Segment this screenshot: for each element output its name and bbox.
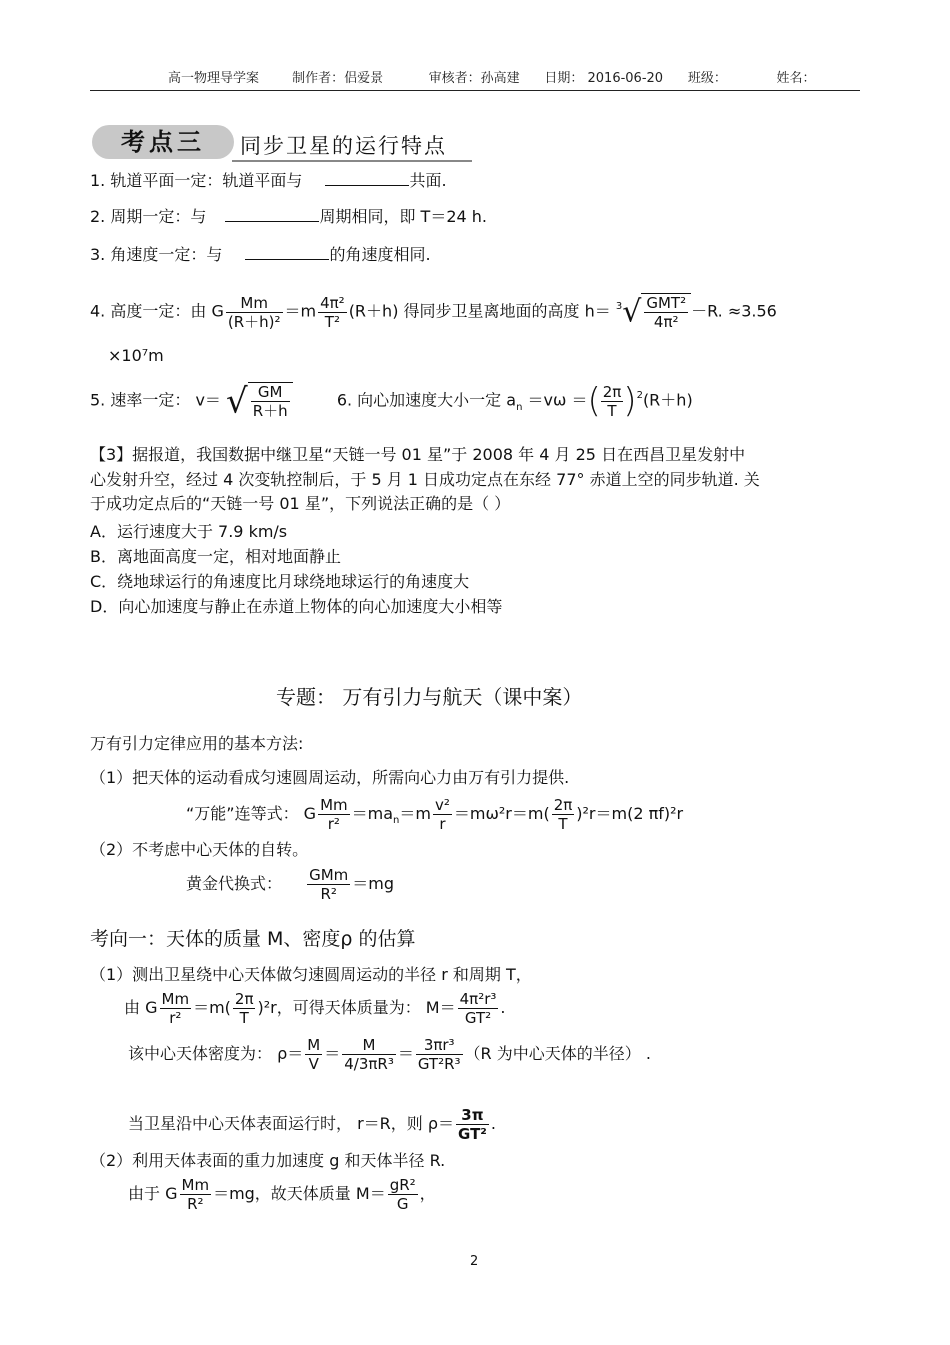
square-root [226,382,293,420]
item-6-text: 6. 向心加速度大小一定 a [336,390,517,410]
formula-mass: $\frac{\text{4π²r³}}{\text{GT²}}$ [459,990,497,1027]
universal-label: “万能”连等式： G [186,804,317,823]
option-b: B．离地面高度一定，相对地面静止 [90,547,341,566]
paren-left-icon: ( [587,381,601,421]
option-a: A．运行速度大于 7.9 km/s [90,522,288,541]
formula-gm-over-rh: $\frac{GM}{R+h}$ [252,383,288,420]
direction-1-step-2: （2）利用天体表面的重力加速度 g 和天体半径 R. [90,1151,446,1170]
formula-part: )²r＝m(2 πf)²r [576,804,684,823]
formula-sub: n [393,815,400,826]
formula-4pi2-over-t2: $\frac{\text{4π²}}{\text{T²}}$ [320,293,345,331]
formula-part: . [490,1114,496,1133]
header-subject: 高一物理导学案 [168,71,260,86]
item-1 [90,169,447,192]
item-2-end: 周期相同，即 T＝24 h. [319,207,487,226]
blank-3 [245,243,329,260]
option-d: D．向心加速度与静止在赤道上物体的向心加速度大小相等 [90,597,503,616]
formula-part: （R 为中心天体的半径） . [464,1044,651,1063]
formula-part: )²r，可得天体质量为： M＝ [257,998,456,1017]
page-header [168,67,815,86]
golden-formula [186,866,394,903]
item-1-end: 共面. [409,171,447,190]
formula-v2-over-r: $\frac{\text{v²}}{r}$ [434,796,450,833]
question-line-2: 心发射升空，经过 4 次变轨控制后，于 5 月 1 日成功定点在东经 77° 赤道上空的同步轨道. 关 [90,470,760,489]
formula-gr2-over-g: $\frac{\text{gR²}}{G}$ [389,1176,416,1213]
blank-2 [225,205,319,222]
density-formula [128,1036,651,1073]
formula-part: ＝m [399,804,431,823]
item-3-text: 3. 角速度一定：与 [90,245,223,264]
paren-right-icon: ) [623,381,637,421]
formula-gmm-over-r2: $\frac{\text{GMm}}{\text{R²}}$ [309,866,349,903]
direction-1-step-1: （1）测出卫星绕中心天体做匀速圆周运动的半径 r 和周期 T， [90,965,532,984]
formula-part: ＝ [324,1044,341,1063]
formula-part: ＝ [397,1044,414,1063]
item-2-text: 2. 周期一定：与 [90,207,207,226]
method-step-1: （1）把天体的运动看成匀速圆周运动，所需向心力由万有引力提供. [90,768,570,787]
item-3 [90,243,431,266]
item-4 [90,293,777,331]
golden-label: 黄金代换式： [186,874,283,893]
formula-density: $\frac{\text{3πr³}}{\text{GT²R³}}$ [417,1036,461,1073]
formula-mm-over-r2: $\frac{Mm}{\text{r²}}$ [320,796,348,833]
surface-density-formula [128,1106,496,1143]
section-title: 同步卫星的运行特点 [240,134,447,158]
item-5: 5. 速率一定： v＝ √ $\frac{GM}{R+h}$ 6. 向心加速度大小一定 $a_n =v\omega$ ＝( $\frac{2\pi}{T}$ )$^2$(R＋h) [90,381,693,422]
formula-part: ＝mω²r＝m( [453,804,550,823]
header-class: 班级： [687,71,727,86]
section-badge: 考点三 [92,125,234,159]
formula-part: 由 G [124,998,158,1017]
formula-part: 由于 G [128,1184,178,1203]
formula-part: 该中心天体密度为： ρ＝ [128,1044,304,1063]
blank-1 [325,169,409,186]
method-heading: 万有引力定律应用的基本方法: [90,734,304,753]
item-6-mid: ＝vω ＝ [522,390,588,410]
formula-2pi-over-t: $\frac{2\pi}{T}$ [602,382,622,420]
formula-part: ＝mg，故天体质量 M＝ [213,1184,386,1203]
item-2 [90,205,487,228]
option-c: C．绕地球运行的角速度比月球绕地球运行的角速度大 [90,572,470,591]
question-line-1: 【3】据报道，我国数据中继卫星“天链一号 01 星”于 2008 年 4 月 25 日在西昌卫星发射中 [90,445,746,464]
equals: ＝m [284,301,317,321]
item-6-end: (R＋h) [642,390,693,410]
formula-mm-over-r2: $\frac{Mm}{\text{R²}}$ [181,1176,210,1213]
formula-part: ＝ma [351,804,394,823]
formula-m-over-v: $\frac{M}{V}$ [307,1036,321,1073]
formula-part: . [500,998,506,1017]
formula-m-over-volume: $\frac{M}{\text{4/3πR³}}$ [344,1036,394,1073]
item-4-end: －R. ≈3.56 [691,301,777,321]
root-index: 3 [615,301,623,312]
formula-3pi-over-gt2: $\frac{3\pi}{\text{GT²}}$ [458,1106,487,1143]
item-3-end: 的角速度相同. [329,245,431,264]
formula-gmt2-over-4pi2: $\frac{\text{GMT²}}{\text{4π²}}$ [646,294,687,331]
formula-2pi-over-t: $\frac{2\pi}{T}$ [234,990,254,1027]
header-date: 日期： 2016-06-20 [544,71,664,86]
header-author: 制作者：侣爱景 [292,71,384,86]
item-1-text: 1. 轨道平面一定：轨道平面与 [90,171,303,190]
header-name: 姓名： [776,71,816,86]
direction-1-title: 考向一：天体的质量 M、密度ρ 的估算 [90,928,416,950]
formula-part: ， [419,1184,436,1203]
formula-mm-over-r2: $\frac{Mm}{\text{r²}}$ [161,990,190,1027]
item-6-sub: n [516,401,523,413]
page-number: 2 [470,1254,479,1269]
universal-formula [186,796,683,833]
radical-sign-icon: √ [226,381,248,422]
method-step-2: （2）不考虑中心天体的自转。 [90,840,309,859]
mass-formula [124,990,506,1027]
item-4-cont: ×10⁷m [108,346,164,365]
question-line-3: 于成功定点后的“天链一号 01 星”，下列说法正确的是（ ） [90,494,511,513]
formula-part: ＝mg [352,874,395,893]
item-4-mid: (R＋h) 得同步卫星离地面的高度 h＝ [348,301,611,321]
gravity-mass-formula [128,1176,436,1213]
formula-part: ＝m( [193,998,231,1017]
formula-2pi-over-t: $\frac{2\pi}{T}$ [553,796,573,833]
header-rule [90,90,860,91]
radical-sign-icon: √ [622,294,642,330]
cube-root [616,293,691,331]
item-4-text: 4. 高度一定：由 G [90,301,224,321]
section-underline [232,160,472,162]
formula-part: 当卫星沿中心天体表面运行时， r＝R，则 ρ＝ [128,1114,455,1133]
topic-title: 专题： 万有引力与航天（课中案） [276,685,583,709]
item-5-text: 5. 速率一定： v＝ [90,390,221,410]
header-reviewer: 审核者：孙高建 [428,71,520,86]
formula-mm-over-rh: $\frac{Mm}{\text{(R＋h)²}}$ [227,293,281,331]
